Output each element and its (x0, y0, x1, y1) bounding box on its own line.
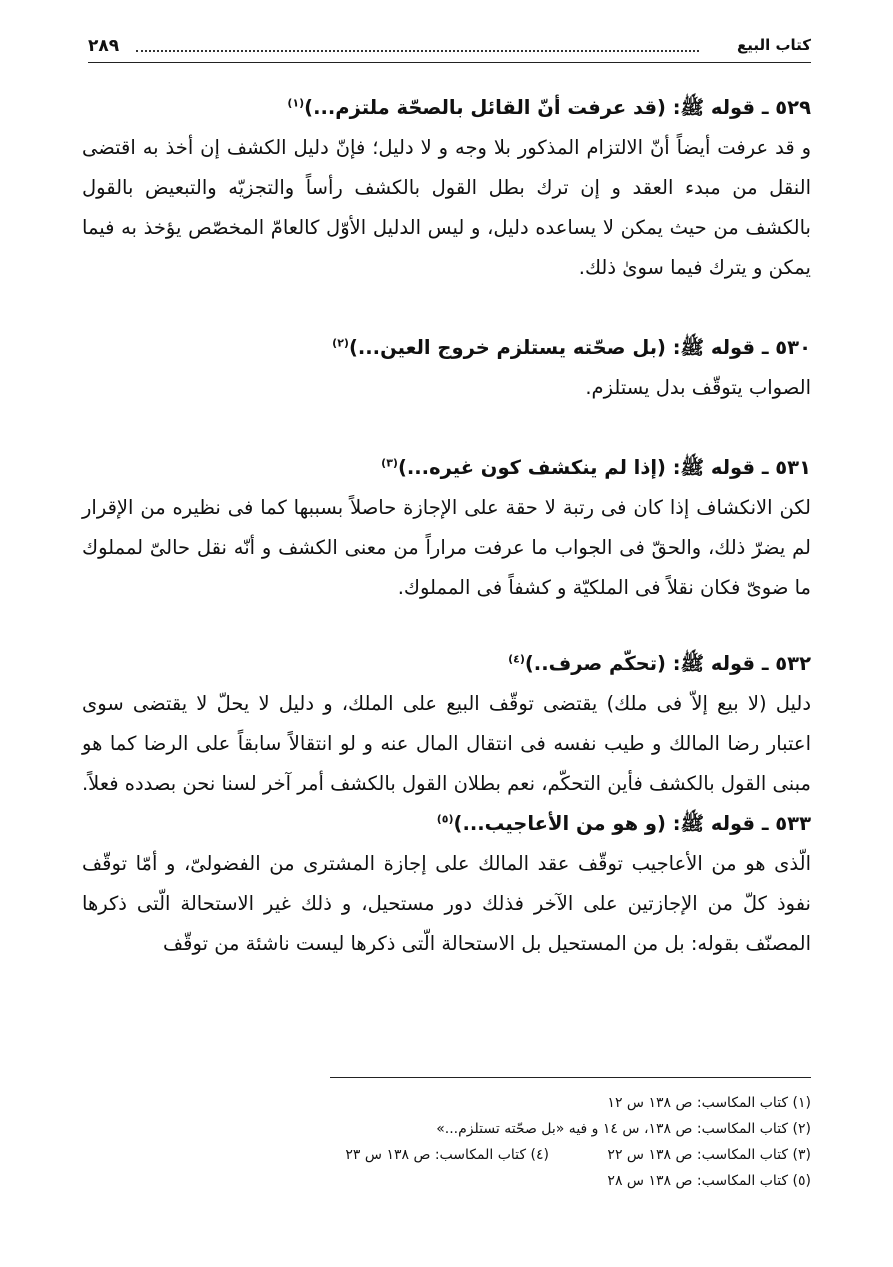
entry-533 (82, 804, 811, 964)
spacer (82, 408, 811, 448)
entry-paragraph: و قد عرفت أيضاً أنّ الالتزام المذكور بلا وجه و لا دليل؛ فإنّ دليل الكشف إن أخذ به اقتضى النقل من مبدء العقد و إن ترك بطل القول بالكشف رأساً والتجزيّه والتبعيض بالقول بالكشف من حيث يمكن لا يساعده دليل، و ليس الدليل الأوّل كالعامّ المخصّص يؤخذ به فيما يمكن و يترك فيما سوىٰ ذلك. (82, 136, 811, 279)
header-rule (88, 62, 811, 63)
footnote-ref: (٤) (508, 652, 525, 666)
footnote-4: (٤) كتاب المكاسب: ص ١٣٨ س ٢٣ (345, 1147, 549, 1163)
running-title: كتاب البيع (736, 36, 811, 54)
entry-heading: ٥٣١ ـ قوله ﷺ: (إذا لم ينكشف كون غيره...)$^{(٣)}$ (381, 456, 811, 479)
footnotes (82, 1090, 811, 1194)
entry-heading: ٥٣٠ ـ قوله ﷺ: (بل صحّته يستلزم خروج العين...)$^{(٢)}$ (332, 336, 811, 359)
running-header (88, 36, 811, 60)
footnote-1: (١) كتاب المكاسب: ص ١٣٨ س ١٢ (607, 1095, 811, 1111)
footnote-5: (٥) كتاب المكاسب: ص ١٣٨ س ٢٨ (607, 1173, 811, 1189)
header-dot-leader (136, 50, 699, 52)
footnote-ref: (٢) (332, 336, 349, 350)
footnote-ref: (٣) (381, 456, 398, 470)
spacer (82, 608, 811, 644)
footnote-ref: (٥) (436, 812, 454, 826)
spacer (82, 288, 811, 328)
entry-heading: ٥٣٢ ـ قوله ﷺ: (تحكّم صرف..)$^{(٤)}$ (508, 652, 811, 675)
main-text (82, 88, 811, 964)
footnote-2: (٢) كتاب المكاسب: ص ١٣٨، س ١٤ و فيه «بل صحّته تستلزم...» (436, 1121, 811, 1137)
entry-paragraph: الصواب يتوقّف بدل يستلزم. (585, 376, 811, 399)
page-number: ٢٨٩ (88, 36, 120, 56)
entry-heading: ٥٢٩ ـ قوله ﷺ: (قد عرفت أنّ القائل بالصحّة ملتزم...)$^{(١)}$ (287, 96, 811, 119)
footnote-3: (٣) كتاب المكاسب: ص ١٣٨ س ٢٢ (607, 1147, 811, 1163)
footnote-3-4-row (82, 1142, 811, 1168)
entry-paragraph: لكن الانكشاف إذا كان فى رتبة لا حقة على الإجازة حاصلاً بسببها كما فى نظيره من الإقرار لم يضرّ ذلك، والحقّ فى الجواب ما عرفت مراراً من معنى الكشف و أنّه نقل حالىّ لمملوك ما ضوىّ فكان نقلاً فى الملكيّة و كشفاً فى المملوك. (82, 496, 811, 599)
entry-531 (82, 448, 811, 608)
entry-532 (82, 644, 811, 804)
entry-529 (82, 88, 811, 288)
footnote-ref: (١) (287, 96, 305, 110)
entry-paragraph: الّذى هو من الأعاجيب توقّف عقد المالك على إجازة المشترى من الفضولىّ، و أمّا توقّف نفوذ كلّ من الإجازتين على الآخر فذلك دور مستحيل، و ذلك غير الاستحالة الّتى ذكرها المصنّف بقوله: بل من المستحيل بل الاستحالة الّتى ذكرها ليست ناشئة من توقّف (82, 852, 811, 955)
entry-heading: ٥٣٣ ـ قوله ﷺ: (و هو من الأعاجيب...)$^{(٥)}$ (436, 812, 811, 835)
footnote-rule (330, 1077, 811, 1078)
entry-paragraph: دليل (لا بيع إلاّ فى ملك) يقتضى توقّف البيع على الملك، و دليل لا يحلّ لا يقتضى سوى اعتبار رضا المالك و طيب نفسه فى انتقال المال عنه و لو انتقالاً سابقاً على الرضا كما هو مبنى القول بالكشف فأين التحكّم، نعم بطلان القول بالكشف أمر آخر لسنا نحن بصدده فعلاً. (81, 692, 811, 795)
entry-530 (82, 328, 811, 408)
